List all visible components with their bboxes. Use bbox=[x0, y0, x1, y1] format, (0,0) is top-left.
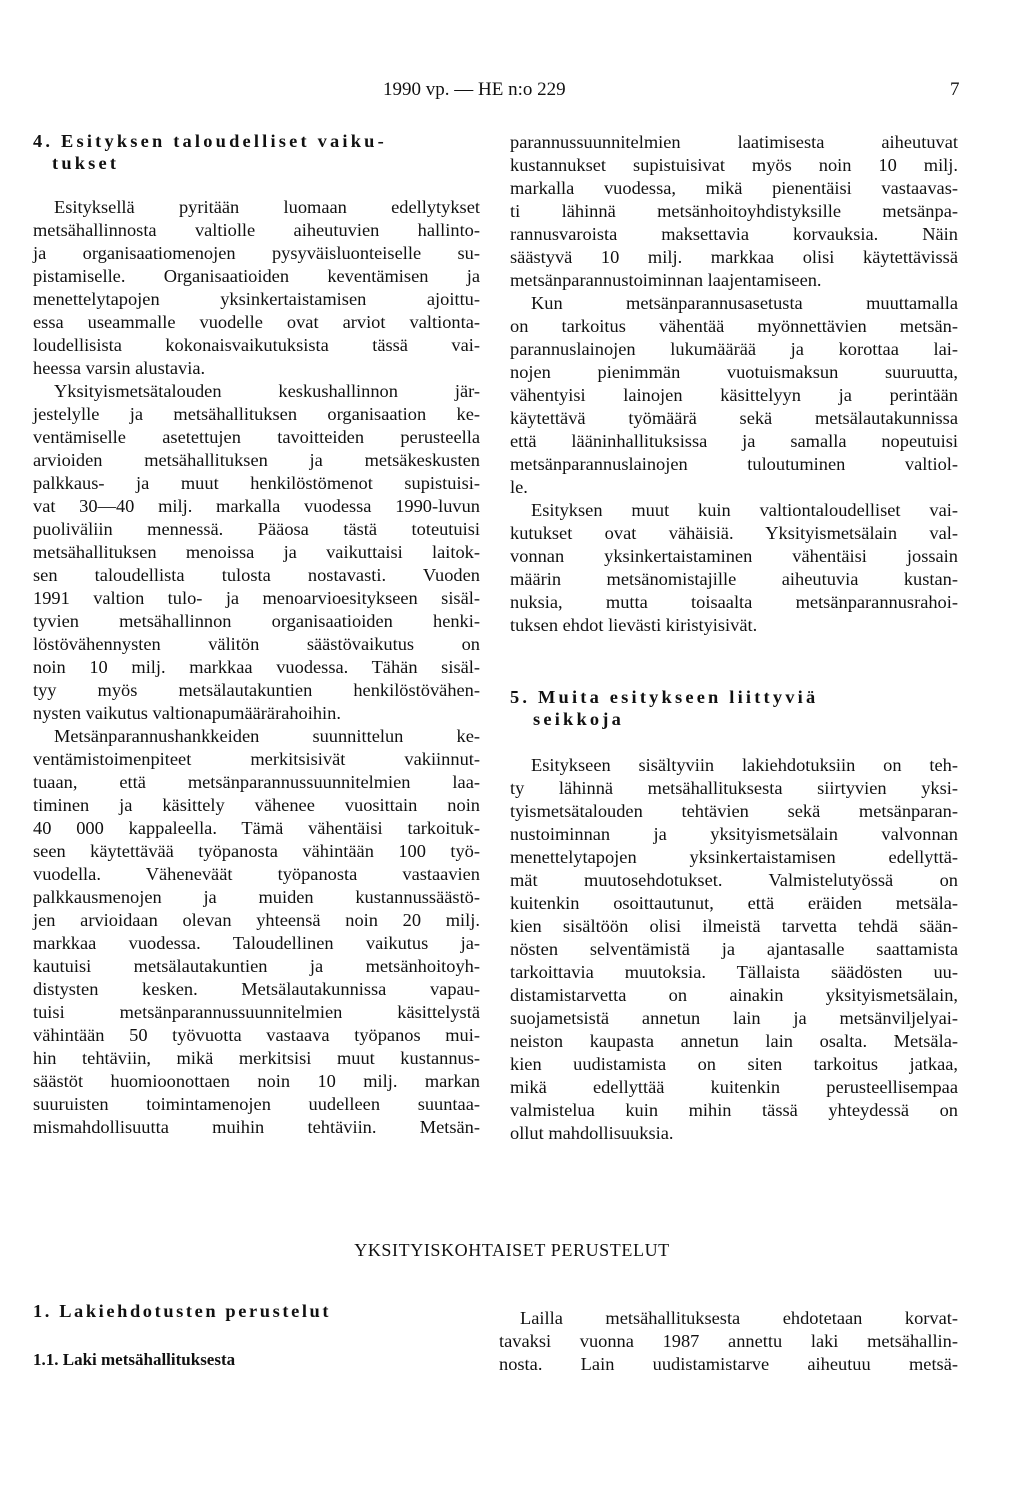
text-line: neiston kaupasta annetun lain osalta. Metsäla- bbox=[510, 1031, 958, 1051]
text-line: suojametsistä annetun lain ja metsänviljelyai- bbox=[510, 1008, 958, 1028]
text-line: metsähallituksen menoissa ja vaikuttaisi laitok- bbox=[33, 542, 480, 562]
text-line: Kun metsänparannusasetusta muuttamalla bbox=[531, 293, 958, 313]
running-title: 1990 vp. — HE n:o 229 bbox=[383, 79, 566, 100]
text-line: Metsänparannushankkeiden suunnittelun ke- bbox=[54, 726, 480, 746]
section-4-heading: 4. Esityksen taloudelliset vaiku- bbox=[33, 131, 387, 151]
text-line: parannuslainojen lukumäärää ja korottaa lai- bbox=[510, 339, 958, 359]
text-line: nustoiminnan ja yksityismetsälain valvonnan bbox=[510, 824, 958, 844]
text-line: vat 30—40 milj. markalla vuodessa 1990-luvun bbox=[33, 496, 480, 516]
text-line: Esityksellä pyritään luomaan edellytykset bbox=[54, 197, 480, 217]
text-line: ollut mahdollisuuksia. bbox=[510, 1123, 674, 1143]
text-line: kien uudistamista on siten tarkoitus jatkaa, bbox=[510, 1054, 958, 1074]
text-line: Esityksen muut kuin valtiontaloudelliset vai- bbox=[531, 500, 958, 520]
text-line: loudellisista kokonaisvaikutuksista tässä vai- bbox=[33, 335, 480, 355]
text-line: tuksen ehdot lievästi kiristyisivät. bbox=[510, 615, 758, 635]
running-header bbox=[0, 78, 1024, 102]
text-line: mismahdollisuutta muihin tehtäviin. Metsän- bbox=[33, 1117, 480, 1137]
text-line: metsänparannuslainojen tuloutuminen valtiol- bbox=[510, 454, 958, 474]
text-line: arvioiden metsähallituksen ja metsäkeskusten bbox=[33, 450, 480, 470]
text-line: jestelylle ja metsähallituksen organisaation ke- bbox=[33, 404, 480, 424]
text-line: nuksia, mutta toisaalta metsänparannusrahoi- bbox=[510, 592, 958, 612]
text-line: mikä edellyttää kuitenkin perusteellisempaa bbox=[510, 1077, 958, 1097]
text-line: kuitenkin osoittautunut, että eräiden metsäla- bbox=[510, 893, 958, 913]
subheading-law-metsahallitus: 1.1. Laki metsähallituksesta bbox=[33, 1350, 236, 1369]
text-line: sen taloudellista tulosta nostavasti. Vuoden bbox=[33, 565, 480, 585]
text-line: säästyvä 10 milj. markkaa olisi käytettävissä bbox=[510, 247, 958, 267]
text-line: on tarkoitus vähentää myönnettävien metsän- bbox=[510, 316, 958, 336]
text-line: Lailla metsähallituksesta ehdotetaan korvat- bbox=[520, 1308, 958, 1328]
text-line: kutukset ovat vähäisiä. Yksityismetsälain val- bbox=[510, 523, 958, 543]
section-5-heading-continued: seikkoja bbox=[533, 709, 624, 729]
text-line: kien sisältöön olisi ilmeistä tarvetta tehdä sään- bbox=[510, 916, 958, 936]
text-line: nösten selventämistä ja ajantasalle saattamista bbox=[510, 939, 958, 959]
text-line: Yksityismetsätalouden keskushallinnon jär- bbox=[54, 381, 480, 401]
text-line: nysten vaikutus valtionapumäärärahoihin. bbox=[33, 703, 341, 723]
page-number: 7 bbox=[950, 79, 960, 100]
text-line: puoliväliin mennessä. Pääosa tästä toteutuisi bbox=[33, 519, 480, 539]
text-line: ventämiselle asetettujen tavoitteiden perusteella bbox=[33, 427, 480, 447]
text-line: jen arvioidaan olevan yhteensä noin 20 milj. bbox=[33, 910, 480, 930]
text-line: säästöt huomioonottaen noin 10 milj. markan bbox=[33, 1071, 480, 1091]
text-line: noin 10 milj. markkaa vuodessa. Tähän sisäl- bbox=[33, 657, 480, 677]
text-line: metsänparannustoiminnan laajentamiseen. bbox=[510, 270, 822, 290]
text-line: metsähallinnosta valtiolle aiheutuvien hallinto- bbox=[33, 220, 480, 240]
text-line: heessa varsin alustavia. bbox=[33, 358, 206, 378]
text-line: tyy myös metsälautakuntien henkilöstövähen- bbox=[33, 680, 480, 700]
text-line: ty lähinnä metsähallituksesta siirtyvien yksi- bbox=[510, 778, 958, 798]
text-line: ja organisaatiomenojen pysyväisluonteiselle su- bbox=[33, 243, 480, 263]
text-line: essa useammalle vuodelle ovat arviot valtionta- bbox=[33, 312, 480, 332]
text-line: 1991 valtion tulo- ja menoarvioesitykseen sisäl- bbox=[33, 588, 480, 608]
text-line: vuodella. Väheneväät työpanosta vastaavien bbox=[33, 864, 480, 884]
text-line: kustannukset supistuisivat myös noin 10 milj. bbox=[510, 155, 958, 175]
section-4-heading-continued: tukset bbox=[52, 153, 120, 173]
text-line: 40 000 kappaleella. Tämä vähentäisi tarkoituk- bbox=[33, 818, 480, 838]
text-line: nojen pienimmän vuotuismaksun suuruutta, bbox=[510, 362, 958, 382]
text-line: tyvien metsähallinnon organisaatioiden henki- bbox=[33, 611, 480, 631]
section-title: YKSITYISKOHTAISET PERUSTELUT bbox=[354, 1240, 670, 1260]
text-line: tuaan, että metsänparannussuunnitelmien laa- bbox=[33, 772, 480, 792]
text-line: nosta. Lain uudistamistarve aiheutuu metsä- bbox=[499, 1354, 958, 1374]
text-line: kautuisi metsälautakuntien ja metsänhoitoyh- bbox=[33, 956, 480, 976]
text-line: timinen ja käsittely vähenee vuosittain noin bbox=[33, 795, 480, 815]
text-line: löstövähennysten välitön säästövaikutus on bbox=[33, 634, 480, 654]
text-line: vähentyisi lainojen käsittelyyn ja perintään bbox=[510, 385, 958, 405]
text-line: ti lähinnä metsänhoitoyhdistyksille metsänpa- bbox=[510, 201, 958, 221]
text-line: markkaa vuodessa. Taloudellinen vaikutus ja- bbox=[33, 933, 480, 953]
text-line: käytettävä työmäärä sekä metsälautakunnissa bbox=[510, 408, 958, 428]
text-line: valmistelua kuin mihin tässä yhteydessä on bbox=[510, 1100, 958, 1120]
text-line: palkkausmenojen ja muiden kustannussäästö- bbox=[33, 887, 480, 907]
text-line: määrin metsänomistajille aiheutuvia kustan- bbox=[510, 569, 958, 589]
text-line: rannusvaroista maksettavia korvauksia. Näin bbox=[510, 224, 958, 244]
text-line: tarkoittavia muutoksia. Tällaista säädösten uu- bbox=[510, 962, 958, 982]
text-line: hin tehtäviin, mikä merkitsisi muut kustannus- bbox=[33, 1048, 480, 1068]
text-line: pistamiselle. Organisaatioiden keventämisen ja bbox=[33, 266, 480, 286]
text-line: mät muutosehdotukset. Valmistelutyössä on bbox=[510, 870, 958, 890]
text-line: suuruisten toimintamenojen uudelleen suuntaa- bbox=[33, 1094, 480, 1114]
text-line: tyismetsätalouden tehtävien sekä metsänparan- bbox=[510, 801, 958, 821]
text-line: menettelytapojen yksinkertaistamisen ajoittu- bbox=[33, 289, 480, 309]
text-line: vonnan yksinkertaistaminen vähentäisi jossain bbox=[510, 546, 958, 566]
text-line: distysten kesken. Metsälautakunnissa vapau- bbox=[33, 979, 480, 999]
text-line: menettelytapojen yksinkertaistamisen edellyttä- bbox=[510, 847, 958, 867]
text-line: vähintään 50 työvuotta vastaava työpanos mui- bbox=[33, 1025, 480, 1045]
text-line: Esitykseen sisältyviin lakiehdotuksiin on teh- bbox=[531, 755, 958, 775]
text-line: että lääninhallituksissa ja samalla nopeutuisi bbox=[510, 431, 958, 451]
text-line: tuisi metsänparannussuunnitelmien käsittelystä bbox=[33, 1002, 480, 1022]
text-line: distamistarvetta on ainakin yksityismetsälain, bbox=[510, 985, 958, 1005]
section-5-heading: 5. Muita esitykseen liittyviä bbox=[510, 687, 819, 707]
text-line: le. bbox=[510, 477, 528, 497]
text-line: parannussuunnitelmien laatimisesta aiheutuvat bbox=[510, 132, 958, 152]
text-line: seen käytettävää työpanosta vähintään 100 työ- bbox=[33, 841, 480, 861]
text-line: markalla vuodessa, mikä pienentäisi vastaavas- bbox=[510, 178, 958, 198]
subheading-laws: 1. Lakiehdotusten perustelut bbox=[33, 1301, 332, 1321]
text-line: tavaksi vuonna 1987 annettu laki metsähallin- bbox=[499, 1331, 958, 1351]
text-line: palkkaus- ja muut henkilöstömenot supistuisi- bbox=[33, 473, 480, 493]
text-line: ventämistoimenpiteet merkitsisivät vakiinnut- bbox=[33, 749, 480, 769]
